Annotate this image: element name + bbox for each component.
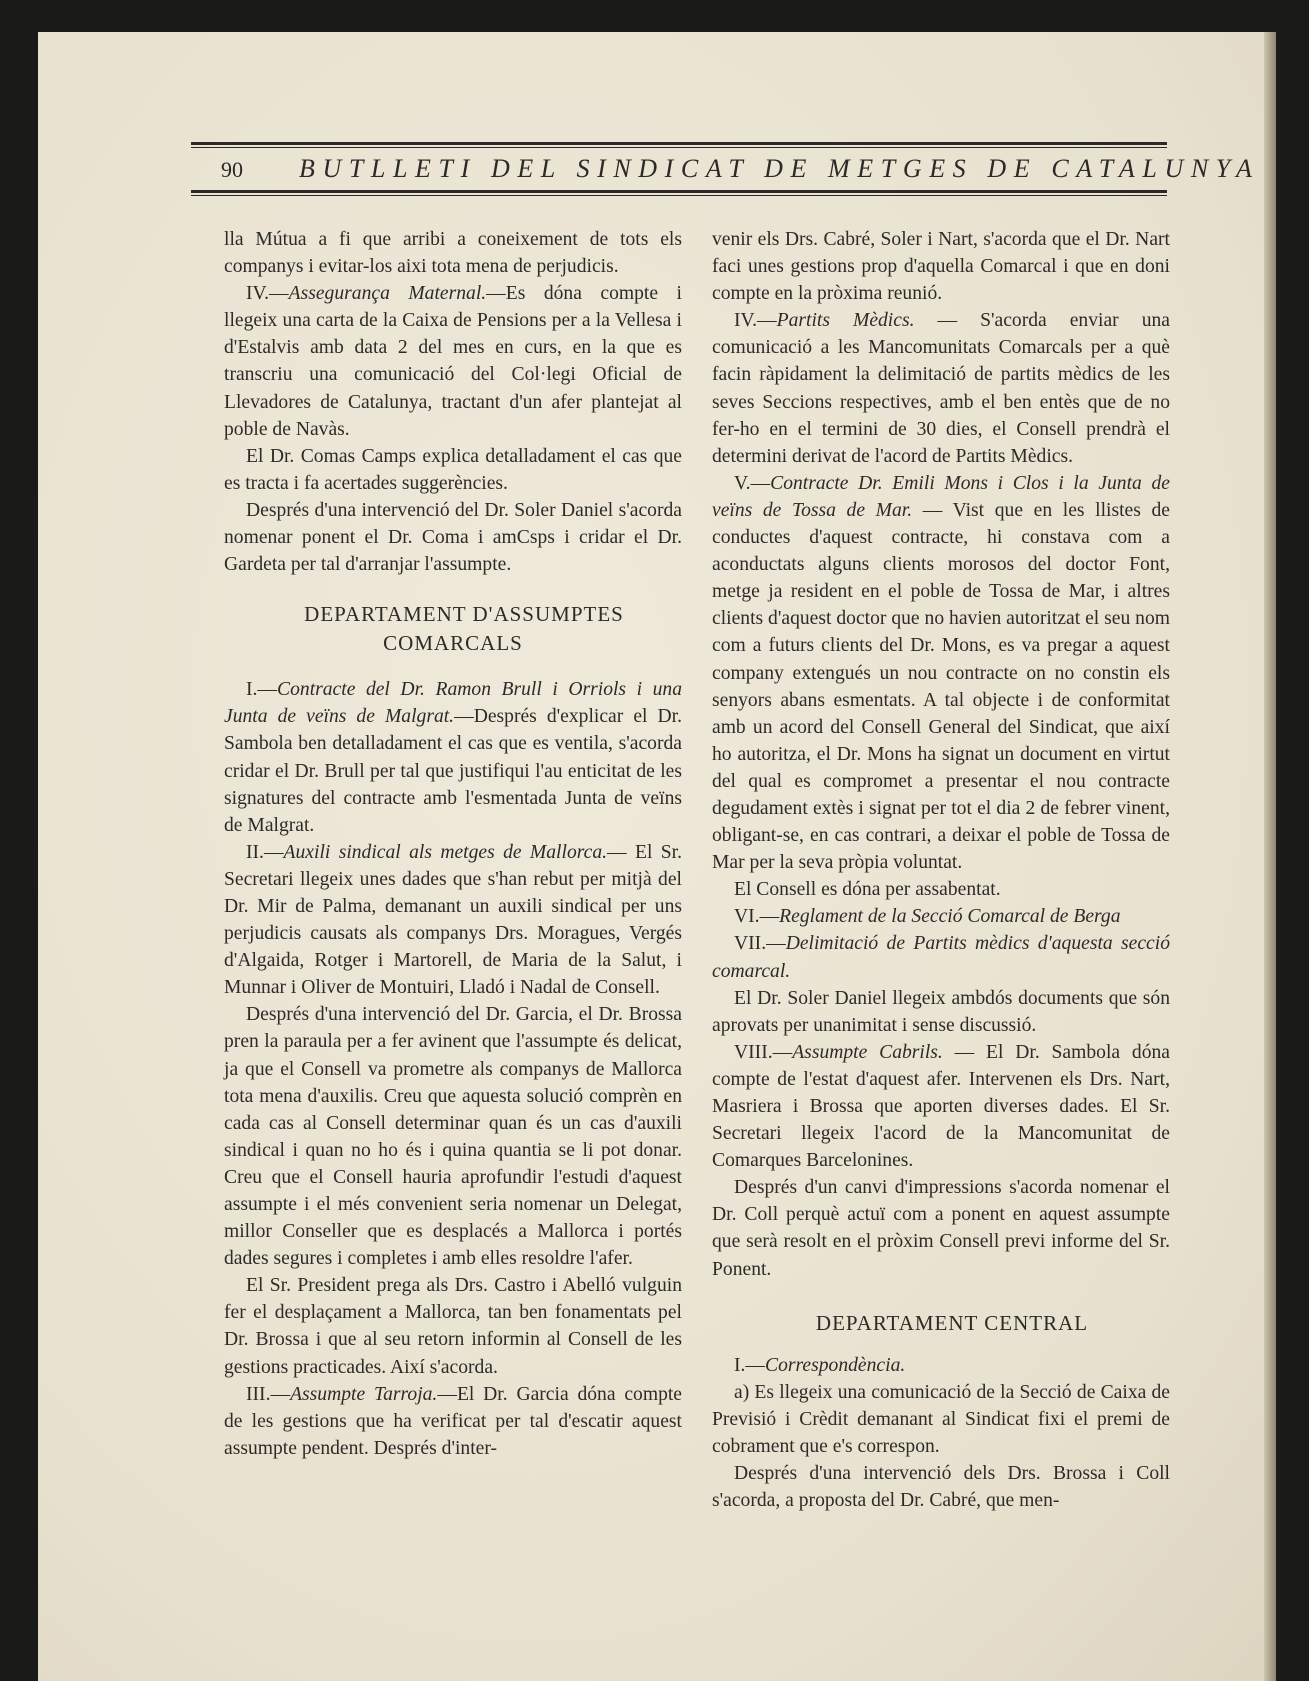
paragraph: II.—Auxili sindical als metges de Mallorca.— El Sr. Secretari llegeix unes dades que s'han rebut per mitjà del Dr. Mir de Palma, demanant un auxili sindical per uns perjudicis causats als companys Drs. Moragues, Vergés d'Algaida, Rotger i Martorell, de Maria de la Salut, i Munnar i Oliver de Montuiri, Lladó i Nadal de Consell. [224,841,682,999]
section-heading: DEPARTAMENT CENTRAL [815,1310,1089,1335]
paragraph: El Consell es dóna per assabentat. [734,879,1001,901]
paragraph: Després d'una intervenció del Dr. Garcia, el Dr. Brossa pren la paraula per a fer avinent que l'assumpte és delicat, ja que el Consell va prometre als companys de Mallorca tota mena d'auxilis. Creu que aquesta solució comprèn en cada cas al Consell determinar quan és un cas d'auxili sindical i quan no ho és i quina quantia se li pot donar. Creu que el Consell hauria aprofundir l'estudi d'aquest assumpte i el més convenient seria nomenar un Delegat, millor Conseller que es desplacés a Mallorca i portés dades segures i completes i amb elles resoldre l'afer. [224,1004,682,1270]
paragraph: IV.—Assegurança Maternal.—Es dóna compte i llegeix una carta de la Caixa de Pensions per a la Vellesa i d'Estalvis amb data 2 del mes en curs, en la que es transcriu una comunicació del Col·legi Oficial de Llevadores de Catalunya, tractant d'un afer plantejat al poble de Navàs. [224,283,682,440]
paragraph: Després d'un canvi d'impressions s'acorda nomenar el Dr. Coll perquè actuï com a ponent en aquest assumpte que serà resolt en el pròxim Consell previ informe del Sr. Ponent. [712,1177,1170,1280]
right-column [712,226,1170,1514]
paragraph: El Dr. Comas Camps explica detalladament el cas que es tracta i fa acertades suggerències. [224,445,682,494]
paragraph: I.—Correspondència. [734,1354,906,1376]
section-heading: DEPARTAMENT D'ASSUMPTES COMARCALS [304,602,624,656]
paragraph: Després d'una intervenció del Dr. Soler Daniel s'acorda nomenar ponent el Dr. Coma i amCsps i cridar el Dr. Gardeta per tal d'arranjar l'assumpte. [224,499,682,576]
paragraph: El Sr. President prega als Drs. Castro i Abelló vulguin fer el desplaçament a Mallorca, tan ben fonamentats pel Dr. Brossa i que al seu retorn informin al Consell de les gestions practicades. Així s'acorda. [224,1275,682,1378]
paragraph: IV.—Partits Mèdics. — S'acorda enviar una comunicació a les Mancomunitats Comarcals per a què facin ràpidament la delimitació de partits mèdics de les seves Seccions respectives, amb el ben entès que de no fer-ho en el termini de 30 dies, el Consell prendrà el determini derivat de l'acord de Partits Mèdics. [712,310,1170,467]
paragraph: VI.—Reglament de la Secció Comarcal de Berga [734,906,1121,928]
paragraph: III.—Assumpte Tarroja.—El Dr. Garcia dóna compte de les gestions que ha verificat per tal d'escatir aquest assumpte pendent. Després d'inter- [224,1383,683,1459]
paragraph: lla Mútua a fi que arribi a coneixement de tots els companys i evitar-los aixi tota mena de perjudicis. [224,229,682,278]
header-rule-bottom [191,190,1167,196]
paragraph: El Dr. Soler Daniel llegeix ambdós documents que són aprovats per unanimitat i sense discussió. [712,987,1170,1036]
paragraph: I.—Contracte del Dr. Ramon Brull i Orriols i una Junta de veïns de Malgrat.—Després d'explicar el Dr. Sambola ben detalladament el cas que es ventila, s'acorda cridar el Dr. Brull per tal que justifiqui l'au enticitat de les signatures del contracte amb l'esmentada Junta de veïns de Malgrat. [224,679,682,836]
paragraph: VII.—Delimitació de Partits mèdics d'aquesta secció comarcal. [712,933,1170,982]
page-edge-shadow [1264,32,1276,1681]
journal-title: BUTLLETI DEL SINDICAT DE METGES DE CATALUNYA [299,154,1260,183]
paragraph: VIII.—Assumpte Cabrils. — El Dr. Sambola dóna compte de l'estat d'aquest afer. Intervenen els Drs. Nart, Masriera i Brossa que aporten diverses dades. El Sr. Secretari llegeix l'acord de la Mancomunitat de Comarques Barcelonines. [712,1041,1170,1172]
page-number: 90 [221,157,243,182]
header-rule-top [191,142,1167,148]
paragraph: Després d'una intervenció dels Drs. Brossa i Coll s'acorda, a proposta del Dr. Cabré, que men- [712,1463,1170,1512]
paragraph: a) Es llegeix una comunicació de la Secció de Caixa de Previsió i Crèdit demanant al Sindicat fixi el premi de cobrament que e's correspon. [712,1381,1170,1457]
left-column [224,226,682,1462]
paragraph: venir els Drs. Cabré, Soler i Nart, s'acorda que el Dr. Nart faci unes gestions prop d'aquella Comarcal i que en doni compte en la pròxima reunió. [712,229,1170,305]
page-header [191,138,1260,198]
paragraph: V.—Contracte Dr. Emili Mons i Clos i la Junta de veïns de Tossa de Mar. — Vist que en les llistes de conductes d'aquest contracte, hi constava com a aconductats alguns clients morosos del doctor Font, metge ja resident en el poble de Tossa de Mar, i altres clients d'aquest doctor que no havien autoritzat el seu nom com a futurs clients del Dr. Mons, es va pregar a aquest company extengués un nou contracte on no constin els senyors abans esmentats. A tal objecte i de conformitat amb un acord del Consell General del Sindicat, que així ho autoritza, el Dr. Mons ha signat un document en virtut del qual es compromet a presentar el nou contracte degudament extès i signat per tot el dia 2 de febrer vinent, obligant-se, en cas contrari, a deixar el poble de Tossa de Mar per la seva pròpia voluntat. [712,472,1170,874]
